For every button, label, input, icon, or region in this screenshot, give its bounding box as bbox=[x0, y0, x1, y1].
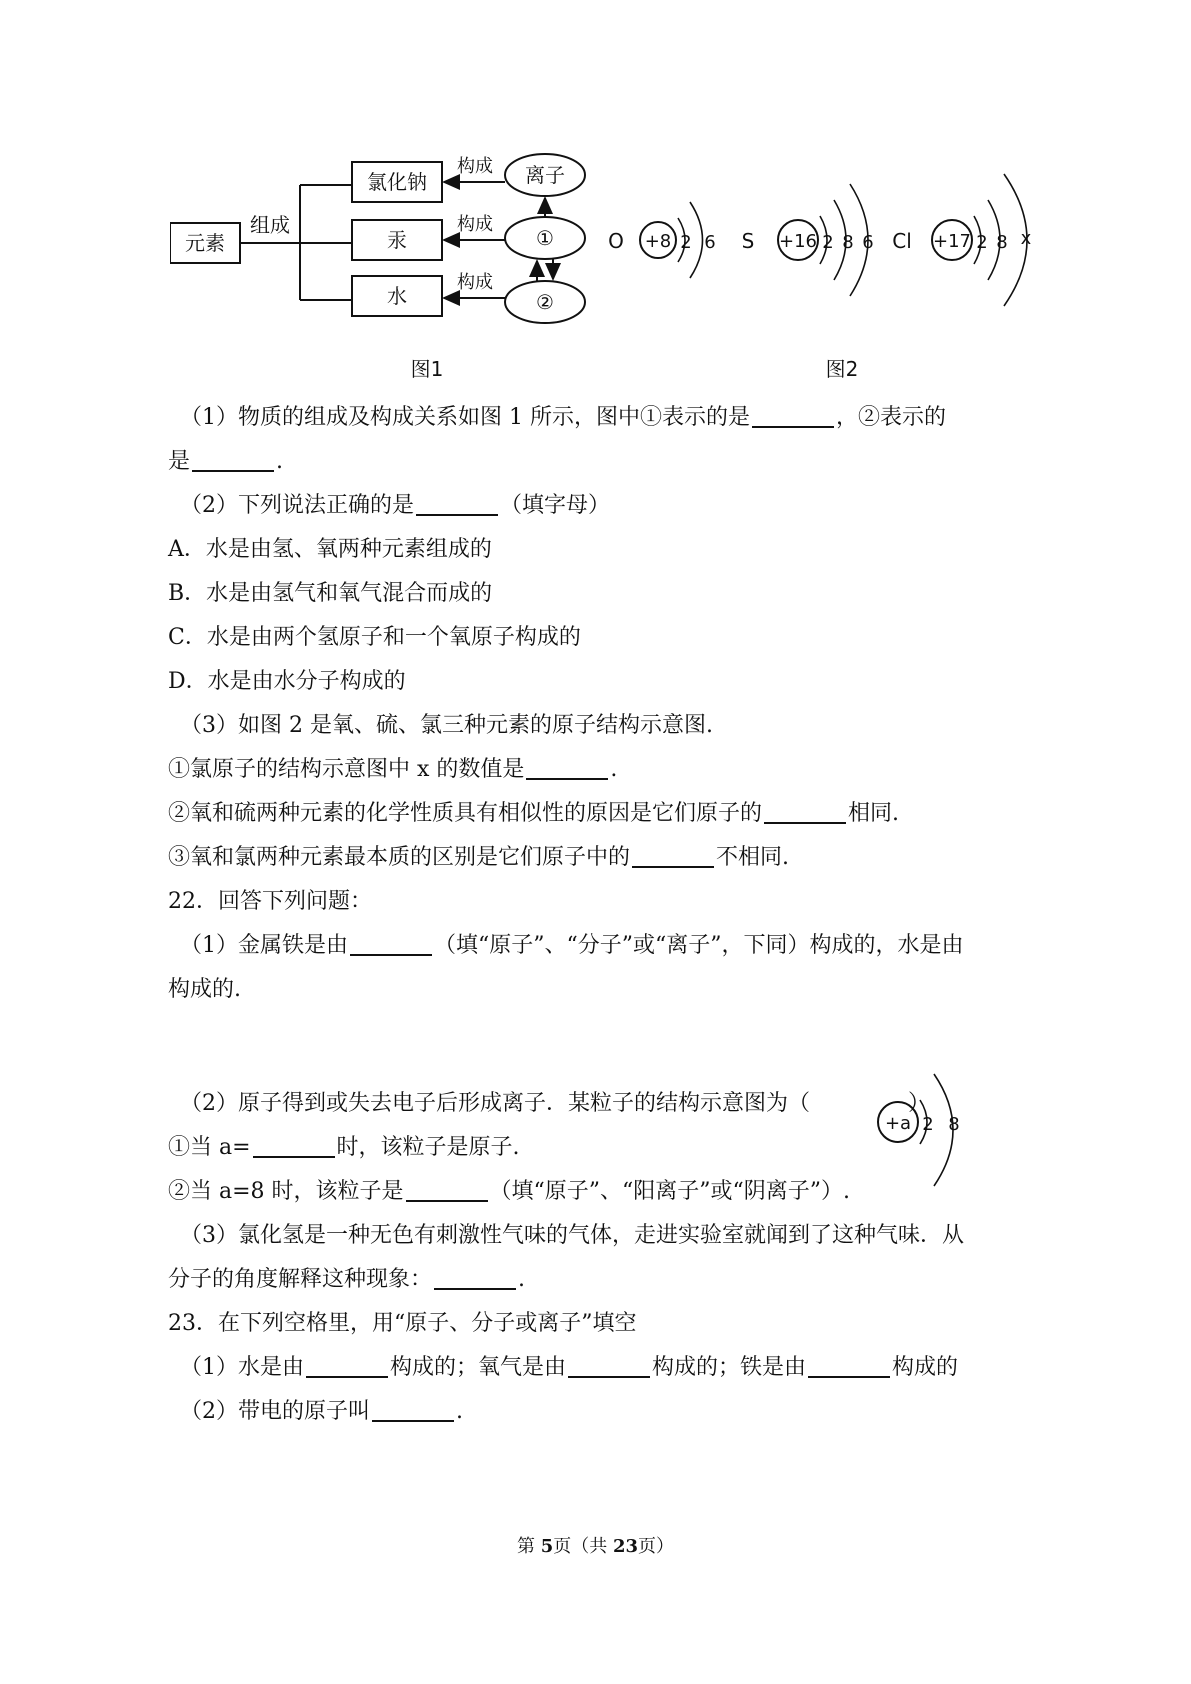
answer-blank[interactable] bbox=[372, 1398, 454, 1422]
figure1-diagram bbox=[170, 154, 585, 381]
sulfur-atom-diagram bbox=[742, 184, 874, 296]
q21-option-b: B．水是由氢气和氧气混合而成的 bbox=[168, 581, 493, 606]
figure2-diagrams bbox=[608, 174, 1032, 381]
svg-text:6: 6 bbox=[862, 232, 874, 253]
q21-part1-line2: 是 . bbox=[168, 449, 284, 474]
water-box-label: 水 bbox=[387, 284, 407, 308]
q21-part3-3: ③氧和氯两种元素最本质的区别是它们原子中的 不相同. bbox=[168, 845, 790, 870]
svg-text:O: O bbox=[608, 229, 624, 253]
oxygen-atom-diagram bbox=[608, 202, 716, 278]
answer-blank[interactable] bbox=[808, 1354, 890, 1378]
q21-part3-2: ②氧和硫两种元素的化学性质具有相似性的原因是它们原子的 相同. bbox=[168, 801, 900, 826]
q23-part1: （1）水是由 构成的；氧气是由 构成的；铁是由 构成的 bbox=[180, 1355, 959, 1380]
answer-blank[interactable] bbox=[632, 844, 714, 868]
figures-1-2 bbox=[170, 150, 1120, 410]
answer-blank[interactable] bbox=[306, 1354, 388, 1378]
nacl-box-label: 氯化钠 bbox=[367, 170, 427, 194]
svg-text:+16: +16 bbox=[779, 231, 817, 252]
q21-part3-1: ①氯原子的结构示意图中 x 的数值是 . bbox=[168, 757, 618, 782]
ion-ellipse-label: 离子 bbox=[525, 163, 565, 187]
circle2-label: ② bbox=[536, 290, 554, 314]
answer-blank[interactable] bbox=[568, 1354, 650, 1378]
answer-blank[interactable] bbox=[764, 800, 846, 824]
svg-text:8: 8 bbox=[996, 232, 1008, 253]
q22-title: 22．回答下列问题： bbox=[168, 889, 372, 914]
q22-part1-line1: （1）金属铁是由 （填“原子”、“分子”或“离子”，下同）构成的，水是由 bbox=[180, 933, 964, 958]
q21-option-c: C．水是由两个氢原子和一个氧原子构成的 bbox=[168, 625, 581, 650]
svg-text:6: 6 bbox=[704, 232, 716, 253]
constitute-label-2: 构成 bbox=[457, 214, 493, 235]
svg-text:2: 2 bbox=[922, 1114, 934, 1135]
svg-text:+a: +a bbox=[884, 1113, 912, 1134]
compose-label: 组成 bbox=[250, 213, 290, 237]
answer-blank[interactable] bbox=[416, 492, 498, 516]
page-footer: 第 5页（共 23页） bbox=[516, 1536, 675, 1557]
answer-blank[interactable] bbox=[406, 1178, 488, 1202]
svg-text:2: 2 bbox=[976, 232, 988, 253]
figure2-caption: 图2 bbox=[825, 357, 859, 381]
q23-part2: （2）带电的原子叫 . bbox=[180, 1399, 463, 1424]
svg-text:8: 8 bbox=[948, 1114, 960, 1135]
chlorine-atom-diagram bbox=[892, 174, 1031, 306]
answer-blank[interactable] bbox=[526, 756, 608, 780]
q21-part3: （3）如图 2 是氧、硫、氯三种元素的原子结构示意图. bbox=[180, 713, 713, 738]
constitute-label-3: 构成 bbox=[457, 272, 493, 293]
answer-blank[interactable] bbox=[434, 1266, 516, 1290]
q22-part3-line2: 分子的角度解释这种现象： . bbox=[168, 1267, 526, 1292]
q22-part2: （2）原子得到或失去电子后形成离子．某粒子的结构示意图为（ ） bbox=[180, 1091, 931, 1116]
answer-blank[interactable] bbox=[253, 1134, 335, 1158]
svg-text:S: S bbox=[741, 229, 755, 253]
q22-part3-line1: （3）氯化氢是一种无色有刺激性气味的气体，走进实验室就闻到了这种气味．从 bbox=[180, 1223, 964, 1248]
total-pages-number: 23 bbox=[612, 1536, 639, 1557]
svg-text:+8: +8 bbox=[644, 231, 672, 252]
answer-blank[interactable] bbox=[192, 448, 274, 472]
svg-text:Cl: Cl bbox=[892, 229, 912, 253]
answer-blank[interactable] bbox=[752, 404, 834, 428]
q22-part1-line2: 构成的. bbox=[168, 977, 241, 1002]
q21-part1-line1: （1）物质的组成及构成关系如图 1 所示，图中①表示的是 ，②表示的 bbox=[180, 405, 946, 430]
q21-part2: （2）下列说法正确的是 （填字母） bbox=[180, 493, 611, 518]
svg-text:x: x bbox=[1020, 228, 1032, 249]
figure1-caption: 图1 bbox=[410, 357, 444, 381]
q21-option-a: A．水是由氢、氧两种元素组成的 bbox=[168, 537, 492, 562]
circle1-label: ① bbox=[536, 226, 554, 250]
q22-part2-2: ②当 a=8 时，该粒子是 （填“原子”、“阳离子”或“阴离子”）. bbox=[168, 1179, 851, 1204]
q23-title: 23．在下列空格里，用“原子、分子或离子”填空 bbox=[168, 1311, 637, 1336]
svg-text:2: 2 bbox=[822, 232, 834, 253]
svg-text:+17: +17 bbox=[933, 231, 971, 252]
element-box-label: 元素 bbox=[185, 231, 225, 255]
constitute-label-1: 构成 bbox=[457, 156, 493, 177]
current-page-number: 5 bbox=[540, 1536, 554, 1557]
q22-part2-1: ①当 a= 时，该粒子是原子. bbox=[168, 1135, 520, 1160]
q21-option-d: D．水是由水分子构成的 bbox=[168, 669, 406, 694]
hg-box-label: 汞 bbox=[387, 228, 407, 252]
answer-blank[interactable] bbox=[350, 932, 432, 956]
svg-text:2: 2 bbox=[680, 232, 692, 253]
svg-text:8: 8 bbox=[842, 232, 854, 253]
